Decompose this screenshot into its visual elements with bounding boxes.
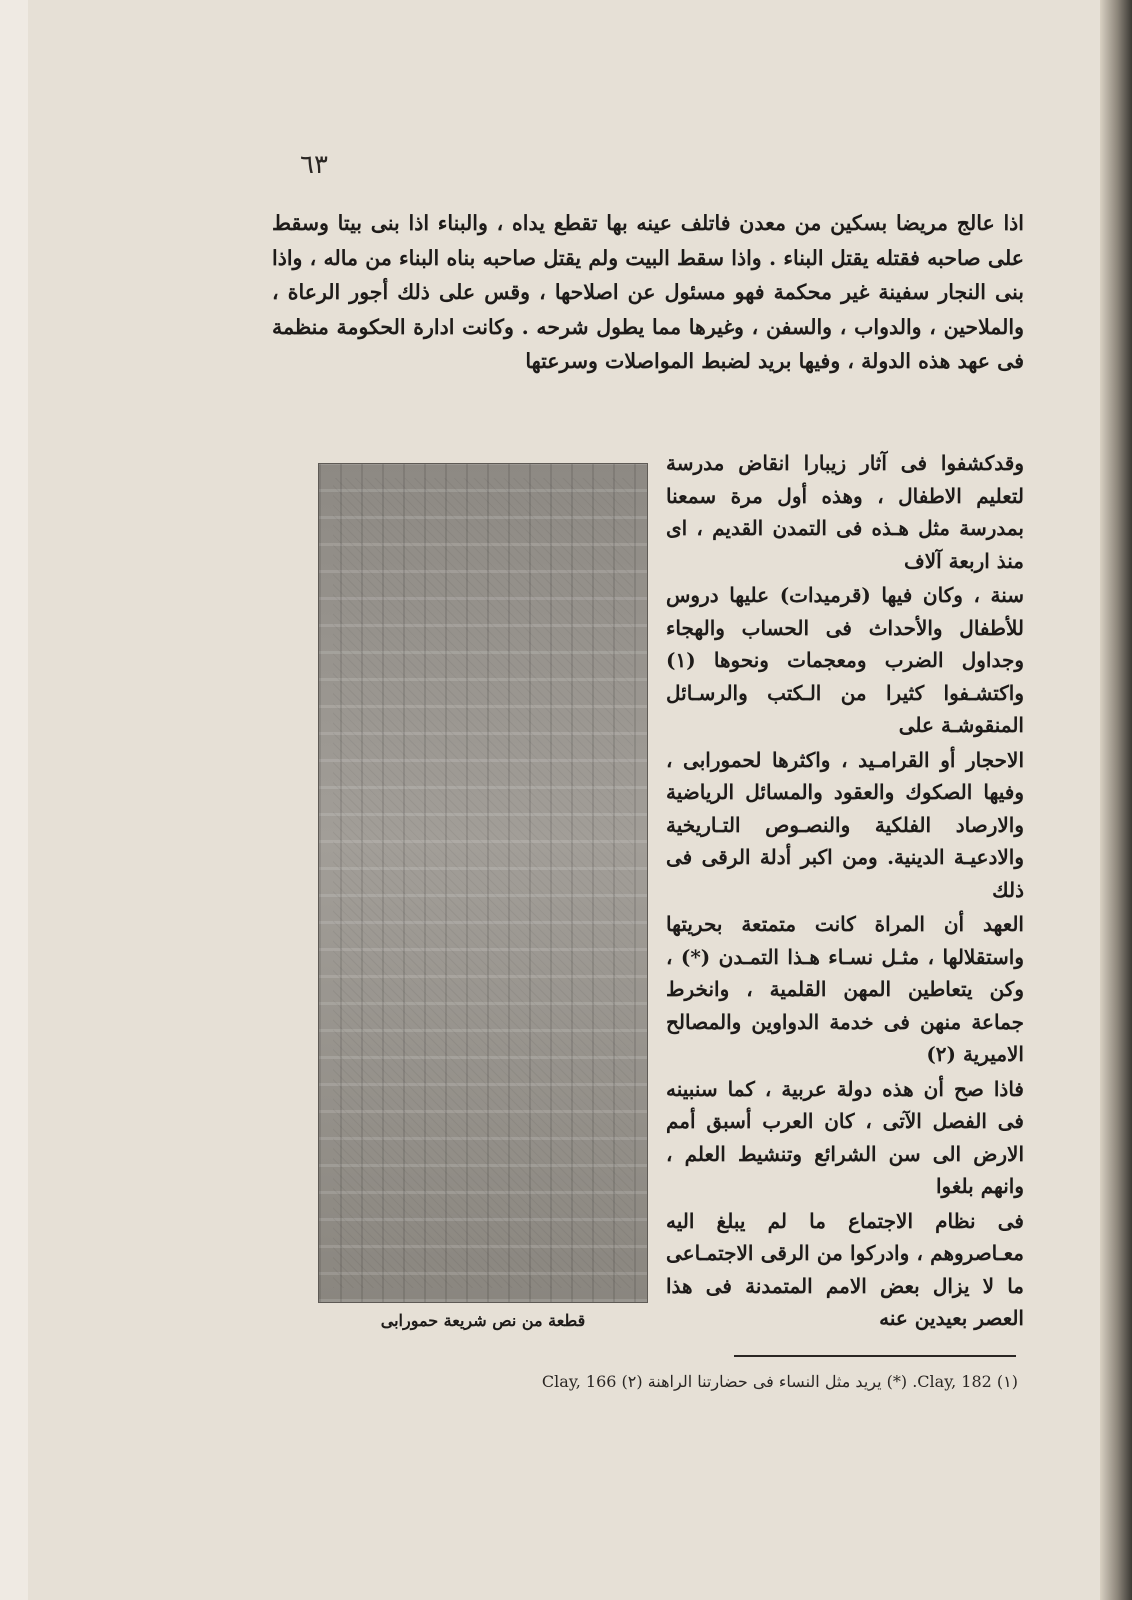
hammurabi-tablet-image — [318, 463, 648, 1303]
column-paragraph: العهد أن المراة كانت متمتعة بحريتها واستقلالها ، مثـل نسـاء هـذا التمـدن (*) ، وكن يتعاطين المهن القلمية ، وانخرط جماعة منهن فى خدمة الدواوين والمصالح الاميرية (٢) — [666, 912, 1024, 1066]
column-paragraph: الاحجار أو القرامـيد ، واكثرها لحمورابى ، وفيها الصكوك والعقود والمسائل الرياضية والارصاد الفلكية والنصـوص التـاريخية والادعيـة الدينية. ومن اكبر أدلة الرقى فى ذلك — [666, 747, 1024, 902]
column-paragraph: فاذا صح أن هذه دولة عربية ، كما سنبينه فى الفصل الآتى ، كان العرب أسبق أمم الارض الى سن الشرائع وتنشيط العلم ، وانهم بلغوا — [666, 1076, 1024, 1198]
text-column — [666, 447, 1024, 1337]
figure — [318, 463, 648, 1333]
page-number: ٦٣ — [300, 150, 328, 180]
top-paragraph: اذا عالج مريضا بسكين من معدن فاتلف عينه بها تقطع يداه ، والبناء اذا بنى بيتا وسقط على صاحبه فقتله يقتل البناء . واذا سقط البيت ولم يقتل صاحبه بناه البناء من ماله ، واذا بنى النجار سفينة غير محكمة فهو مسئول عن اصلاحها ، وقس على ذلك أجور الرعاة ، والملاحين ، والدواب ، والسفن ، وغيرها مما يطول شرحه . وكانت ادارة الحكومة منظمة فى عهد هذه الدولة ، وفيها بريد لضبط المواصلات وسرعتها — [272, 211, 1024, 373]
footnote-rule — [734, 1355, 1016, 1357]
column-paragraph: سنة ، وكان فيها (قرميدات) عليها دروس للأطفال والأحداث فى الحساب والهجاء وجداول الضرب ومعجمات ونحوها (١) واكتشـفوا كثيرا من الـكتب والرسـائل المنقوشـة على — [666, 583, 1024, 737]
figure-caption: قطعة من نص شريعة حمورابى — [380, 1311, 586, 1330]
footnotes: (١) Clay, 182. (*) يريد مثل النساء فى حضارتنا الراهنة (٢) Clay, 166 — [541, 1372, 1018, 1391]
book-spine — [1100, 0, 1132, 1600]
column-paragraph: فى نظام الاجتماع ما لم يبلغ اليه معـاصروهم ، وادركوا من الرقى الاجتمـاعى ما لا يزال بعض الامم المتمدنة فى هذا العصر بعيدين عنه — [666, 1208, 1024, 1330]
column-paragraph: وقدكشفوا فى آثار زيبارا انقاض مدرسة لتعليم الاطفال ، وهذه أول مرة سمعنا بمدرسة مثل هـذه فى التمدن القديم ، اى منذ اربعة آلاف — [666, 451, 1024, 573]
